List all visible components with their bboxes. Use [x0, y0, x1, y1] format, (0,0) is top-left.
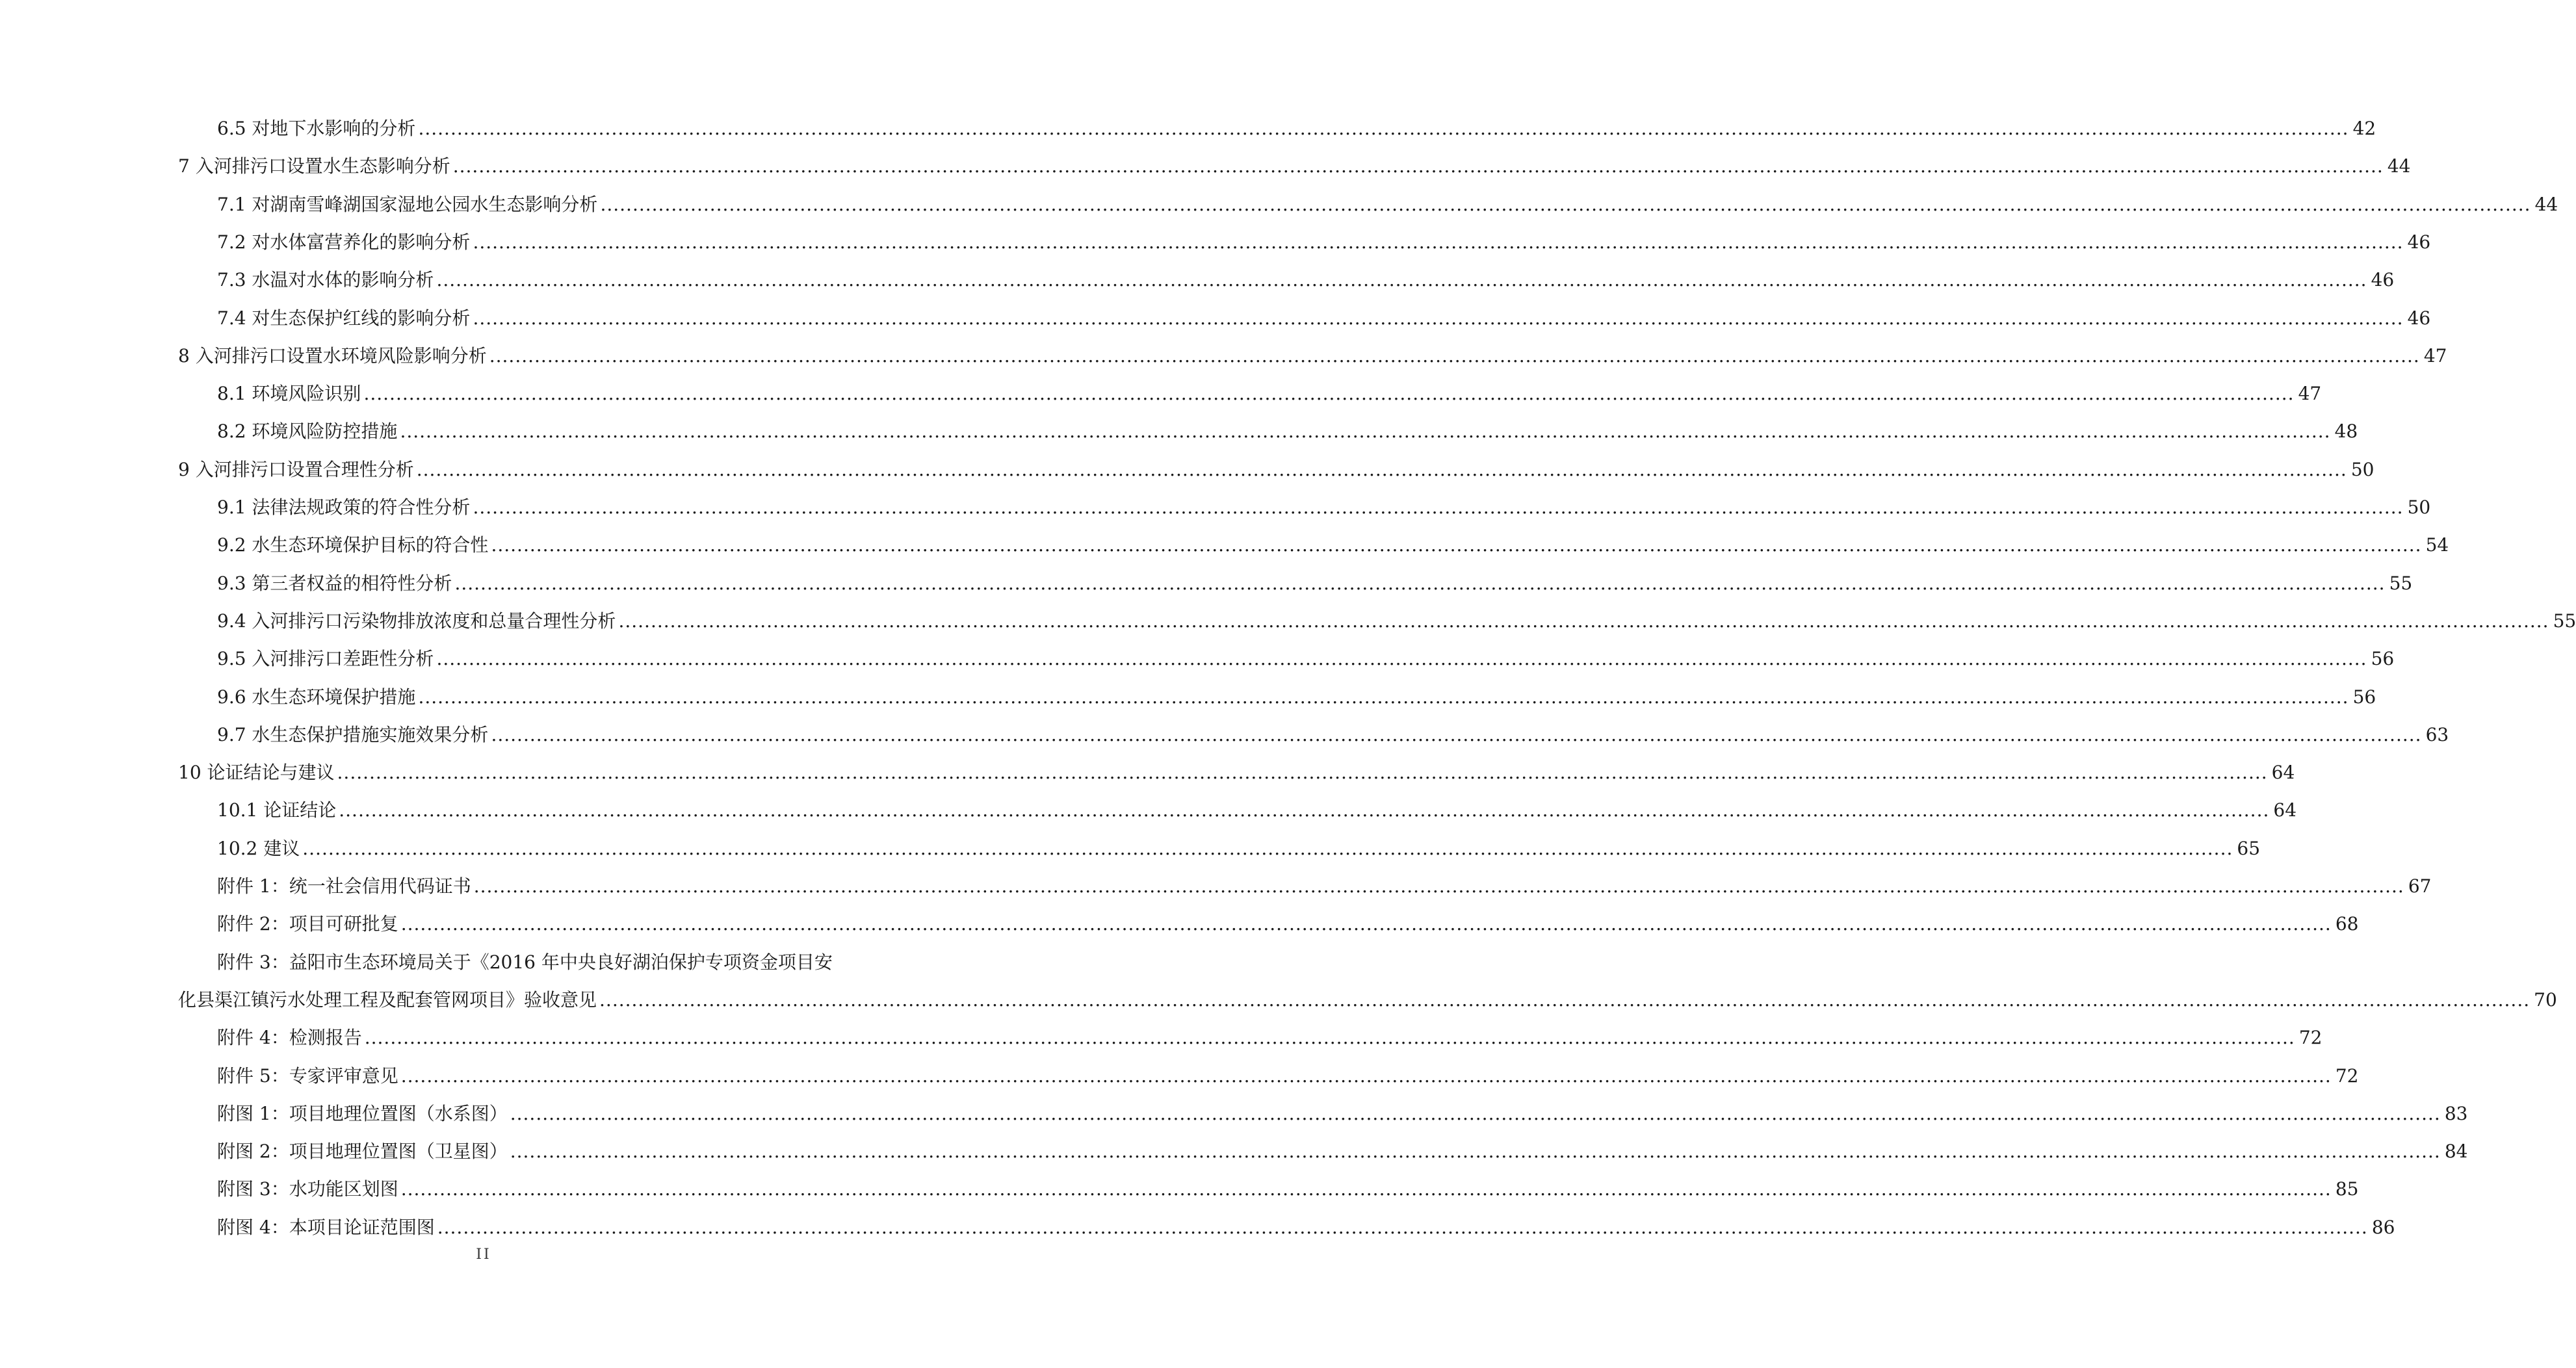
toc-row [0, 1017, 2322, 1055]
toc-row [0, 677, 2376, 714]
toc-entry-label: 9.5 入河排污口差距性分析 [217, 648, 434, 670]
toc-row [0, 828, 2261, 866]
toc-entry[interactable] [217, 912, 2359, 936]
toc-entry[interactable] [217, 1216, 2395, 1239]
toc-dot-leader: ............................................................................................................................................................................................................................................................................................................ [510, 1102, 2441, 1124]
toc-page-number: 54 [2425, 534, 2449, 556]
toc-dot-leader: ............................................................................................................................................................................................................................................................................................................ [363, 383, 2295, 405]
toc-dot-leader: ............................................................................................................................................................................................................................................................................................................ [599, 988, 2530, 1011]
toc-entry[interactable] [217, 875, 2432, 898]
toc-entry[interactable] [217, 193, 2558, 216]
toc-entry-label-line1[interactable]: 附件 3：益阳市生态环境局关于《2016 年中央良好湖泊保护专项资金项目安 [217, 951, 833, 973]
toc-entry-label: 8 入河排污口设置水环境风险影响分析 [178, 344, 487, 367]
toc-entry-label: 附件 1：统一社会信用代码证书 [217, 875, 471, 897]
toc-entry[interactable] [217, 799, 2297, 822]
toc-page-number: 46 [2371, 269, 2395, 291]
toc-entry[interactable] [217, 1026, 2322, 1050]
toc-row [0, 184, 2558, 222]
toc-entry-label: 9 入河排污口设置合理性分析 [178, 458, 414, 480]
toc-page-number: 50 [2350, 458, 2374, 480]
toc-entry[interactable] [217, 723, 2449, 747]
toc-page-number: 46 [2407, 307, 2431, 329]
toc-page-number: 55 [2389, 572, 2413, 594]
toc-entry-label: 附件 4：检测报告 [217, 1027, 362, 1049]
toc-dot-leader: ............................................................................................................................................................................................................................................................................................................ [489, 344, 2420, 367]
toc-dot-leader: ............................................................................................................................................................................................................................................................................................................ [473, 307, 2404, 329]
toc-entry[interactable] [217, 647, 2395, 671]
toc-page-number: 42 [2352, 118, 2376, 139]
toc-row [0, 146, 2411, 183]
toc-row [0, 335, 2447, 373]
toc-page-number: 84 [2444, 1141, 2468, 1163]
toc-dot-leader: ............................................................................................................................................................................................................................................................................................................ [473, 497, 2404, 518]
toc-dot-leader: ............................................................................................................................................................................................................................................................................................................ [491, 534, 2422, 556]
toc-row [0, 903, 2359, 941]
toc-entry-label: 7.2 对水体富营养化的影响分析 [217, 231, 471, 253]
toc-page-number: 56 [2371, 648, 2395, 670]
toc-dot-leader: ............................................................................................................................................................................................................................................................................................................ [437, 1216, 2368, 1238]
toc-entry-label: 9.4 入河排污口污染物排放浓度和总量合理性分析 [217, 610, 616, 632]
toc-row [0, 449, 2374, 487]
toc-row [0, 1055, 2359, 1093]
toc-row [0, 1093, 2468, 1131]
toc-entry[interactable] [178, 155, 2411, 178]
toc-row-wrapped-second [0, 979, 2557, 1017]
toc-dot-leader: ............................................................................................................................................................................................................................................................................................................ [400, 913, 2332, 935]
toc-entry-label: 附图 4：本项目论证范围图 [217, 1216, 435, 1238]
toc-entry[interactable] [217, 534, 2449, 557]
toc-row [0, 524, 2449, 562]
toc-entry-label: 附件 2：项目可研批复 [217, 913, 398, 935]
toc-dot-leader: ............................................................................................................................................................................................................................................................................................................ [302, 837, 2233, 859]
toc-entry[interactable] [217, 1178, 2359, 1201]
toc-entry[interactable] [217, 1102, 2468, 1126]
toc-page-number: 64 [2273, 799, 2297, 821]
toc-entry-label: 8.1 环境风险识别 [217, 383, 361, 405]
toc-page-number: 68 [2335, 913, 2359, 935]
toc-row [0, 487, 2431, 524]
toc-dot-leader: ............................................................................................................................................................................................................................................................................................................ [454, 572, 2386, 594]
toc-entry[interactable] [217, 837, 2261, 860]
toc-entry[interactable] [178, 458, 2374, 482]
toc-row [0, 752, 2295, 790]
toc-row [0, 714, 2449, 752]
toc-dot-leader: ............................................................................................................................................................................................................................................................................................................ [418, 118, 2349, 139]
toc-dot-leader: ............................................................................................................................................................................................................................................................................................................ [400, 1178, 2332, 1200]
toc-entry[interactable] [217, 117, 2376, 140]
toc-entry-label: 附图 3：水功能区划图 [217, 1178, 398, 1200]
toc-page-number: 70 [2534, 988, 2557, 1011]
toc-page-number: 85 [2335, 1178, 2359, 1200]
toc-dot-leader: ............................................................................................................................................................................................................................................................................................................ [416, 458, 2347, 480]
toc-entry-label: 7.1 对湖南雪峰湖国家湿地公园水生态影响分析 [217, 193, 598, 215]
toc-page-number: 83 [2444, 1102, 2468, 1124]
toc-row [0, 373, 2322, 411]
toc-row [0, 1131, 2468, 1168]
toc-page-number: 63 [2425, 723, 2449, 745]
toc-row [0, 222, 2431, 259]
toc-dot-leader: ............................................................................................................................................................................................................................................................................................................ [400, 1065, 2332, 1087]
toc-page-number: 72 [2335, 1065, 2359, 1087]
toc-entry-label: 7.3 水温对水体的影响分析 [217, 269, 434, 291]
toc-row [0, 298, 2431, 335]
toc-entry-label: 10 论证结论与建议 [178, 762, 335, 784]
toc-row [0, 790, 2297, 827]
toc-entry[interactable] [217, 1065, 2359, 1088]
toc-row [0, 638, 2395, 676]
toc-page-number: 65 [2237, 837, 2261, 859]
toc-row [0, 259, 2395, 297]
toc-dot-leader: ............................................................................................................................................................................................................................................................................................................ [339, 799, 2270, 821]
toc-entry[interactable] [217, 268, 2395, 292]
toc-entry-label: 10.1 论证结论 [217, 799, 337, 821]
toc-entry-label: 6.5 对地下水影响的分析 [217, 118, 416, 139]
toc-entry[interactable] [217, 382, 2322, 406]
toc-entry[interactable] [217, 610, 2576, 633]
toc-entry-label: 9.6 水生态环境保护措施 [217, 686, 416, 708]
toc-dot-leader: ............................................................................................................................................................................................................................................................................................................ [491, 723, 2422, 745]
toc-entry-label: 9.1 法律法规政策的符合性分析 [217, 497, 471, 518]
toc-entry-label: 9.7 水生态保护措施实施效果分析 [217, 723, 489, 745]
toc-row [0, 563, 2413, 600]
toc-page-number: 64 [2271, 762, 2295, 784]
toc-dot-leader: ............................................................................................................................................................................................................................................................................................................ [452, 155, 2384, 177]
toc-entry-label: 7.4 对生态保护红线的影响分析 [217, 307, 471, 329]
toc-row-wrapped-first [0, 942, 967, 979]
toc-row [0, 866, 2432, 903]
toc-page-number: 72 [2298, 1027, 2322, 1049]
toc-entry-label: 附图 1：项目地理位置图（水系图） [217, 1102, 508, 1124]
toc-entry-label: 10.2 建议 [217, 837, 300, 859]
toc-entry[interactable] [217, 686, 2376, 709]
toc-dot-leader: ............................................................................................................................................................................................................................................................................................................ [400, 420, 2331, 443]
toc-entry[interactable] [178, 988, 2557, 1012]
toc-entry[interactable] [217, 496, 2431, 519]
toc-page-number: 44 [2387, 155, 2411, 177]
toc-entry-label: 附图 2：项目地理位置图（卫星图） [217, 1141, 508, 1163]
toc-dot-leader: ............................................................................................................................................................................................................................................................................................................ [618, 610, 2549, 632]
toc-row [0, 1207, 2395, 1245]
toc-entry[interactable] [217, 572, 2413, 595]
toc-page-number: 55 [2553, 610, 2576, 632]
toc-entry-label: 9.2 水生态环境保护目标的符合性 [217, 534, 489, 556]
toc-page-number: 67 [2408, 875, 2432, 897]
toc-dot-leader: ............................................................................................................................................................................................................................................................................................................ [436, 269, 2367, 291]
toc-dot-leader: ............................................................................................................................................................................................................................................................................................................ [473, 231, 2404, 253]
toc-page-number: 56 [2352, 686, 2376, 708]
toc-dot-leader: ............................................................................................................................................................................................................................................................................................................ [364, 1027, 2295, 1049]
toc-entry[interactable] [217, 307, 2431, 330]
toc-dot-leader: ............................................................................................................................................................................................................................................................................................................ [436, 648, 2367, 670]
toc-page-number: 44 [2534, 193, 2558, 215]
toc-entry[interactable] [178, 344, 2447, 368]
toc-entry-label: 8.2 环境风险防控措施 [217, 420, 398, 443]
toc-entry-label: 附件 5：专家评审意见 [217, 1065, 398, 1087]
toc-entry-label: 7 入河排污口设置水生态影响分析 [178, 155, 450, 177]
toc-page-number: 48 [2334, 420, 2358, 443]
toc-entry-label-line2: 化县渠江镇污水处理工程及配套管网项目》验收意见 [178, 988, 597, 1011]
toc-page-number: 46 [2407, 231, 2431, 253]
toc-entry[interactable] [178, 761, 2295, 784]
toc-row [0, 108, 2376, 146]
toc-dot-leader: ............................................................................................................................................................................................................................................................................................................ [418, 686, 2349, 708]
toc-page-number: 47 [2423, 344, 2447, 367]
toc-page-number: 50 [2407, 497, 2431, 518]
toc-dot-leader: ............................................................................................................................................................................................................................................................................................................ [510, 1141, 2441, 1163]
page-footer-number: II [476, 1246, 491, 1263]
toc-page-number: 47 [2298, 383, 2322, 405]
toc-entry[interactable] [217, 420, 2358, 443]
toc-row [0, 600, 2576, 638]
toc-entry[interactable] [217, 231, 2431, 254]
toc-entry[interactable] [217, 1140, 2468, 1163]
toc-page-number: 86 [2371, 1216, 2395, 1238]
toc-row [0, 411, 2358, 448]
toc-dot-leader: ............................................................................................................................................................................................................................................................................................................ [337, 762, 2268, 784]
toc-dot-leader: ............................................................................................................................................................................................................................................................................................................ [473, 875, 2404, 897]
toc-entry-label: 9.3 第三者权益的相符性分析 [217, 572, 452, 594]
toc-row [0, 1168, 2359, 1206]
toc-dot-leader: ............................................................................................................................................................................................................................................................................................................ [600, 193, 2531, 215]
